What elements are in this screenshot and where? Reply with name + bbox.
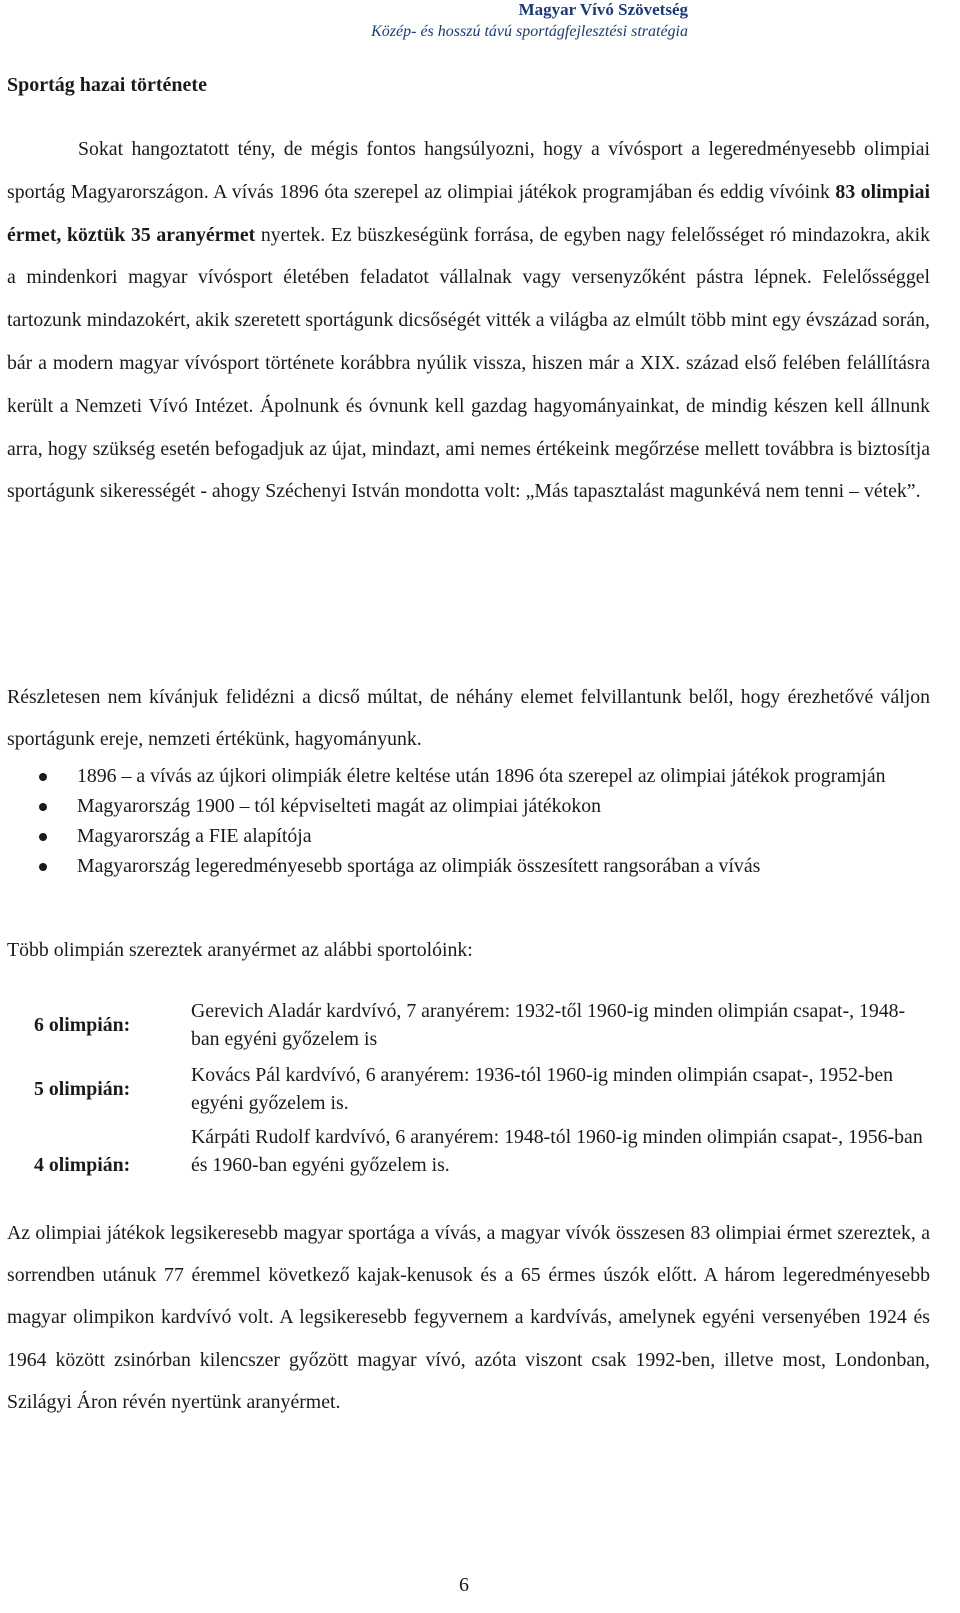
page-number: 6	[459, 1574, 469, 1596]
list-item-text: Magyarország legeredményesebb sportága az olimpiák összesített rangsorában a vívás	[77, 855, 761, 877]
medal-count-highlight: 83 olimpiai érmet, köztük 35 aranyérmet	[7, 180, 930, 246]
header-organization: Magyar Vívó Szövetség	[518, 0, 688, 19]
list-item-text: 1896 – a vívás az újkori olimpiák életre keltése után 1896 óta szerepel az olimpiai játékok programján	[77, 765, 886, 787]
closing-paragraph: Az olimpiai játékok legsikeresebb magyar sportága a vívás, a magyar vívók összesen 83 olimpiai érmet szereztek, a sorrendben utánuk 77 éremmel következő kajak-kenusok és a 65 érmes úszók előtt. A három legeredményesebb magyar olimpikon kardvívó volt. A legsikeresebb fegyvernem a kardvívás, amelynek egyéni versenyében 1924 és 1964 között zsinórban kilencszer győzött magyar vívó, azóta viszont csak 1992-ben, illetve most, Londonban, Szilágyi Áron révén nyertünk aranyérmet.	[7, 1222, 930, 1413]
section-title: Sportág hazai története	[7, 74, 207, 96]
champion-description: Gerevich Aladár kardvívó, 7 aranyérem: 1932-től 1960-ig minden olimpián csapat-, 1948-ban egyéni győzelem is	[191, 1000, 906, 1050]
list-item	[0, 853, 940, 880]
champions-intro: Több olimpián szereztek aranyérmet az alábbi sportolóink:	[7, 939, 473, 961]
bullet-icon	[39, 803, 47, 811]
list-item-text: Magyarország a FIE alapítója	[77, 825, 312, 847]
list-item	[0, 763, 940, 790]
history-bullet-list	[0, 763, 940, 883]
intro-text-part1: Sokat hangoztatott tény, de mégis fontos hangsúlyozni, hogy a vívósport a legeredményesebb olimpiai sportág Magyarországon. A vívás 1896 óta szerepel az olimpiai játékok programjában és eddig vívóink	[7, 138, 930, 203]
champion-label: 4 olimpián:	[34, 1154, 131, 1176]
second-paragraph: Részletesen nem kívánjuk felidézni a dicső múltat, de néhány elemet felvillantunk belől, hogy érezhetővé váljon sportágunk ereje, nemzeti értékünk, hagyományunk.	[7, 686, 930, 750]
intro-paragraph	[7, 128, 930, 513]
bullet-icon	[39, 863, 47, 871]
champion-description: Kovács Pál kardvívó, 6 aranyérem: 1936-tól 1960-ig minden olimpián csapat-, 1952-ben egyéni győzelem is.	[191, 1064, 894, 1114]
bullet-icon	[39, 773, 47, 781]
champion-label: 6 olimpián:	[34, 1014, 131, 1036]
champion-label: 5 olimpián:	[34, 1078, 131, 1100]
bullet-icon	[39, 833, 47, 841]
list-item	[0, 793, 940, 820]
list-item	[0, 823, 940, 850]
champion-description: Kárpáti Rudolf kardvívó, 6 aranyérem: 1948-tól 1960-ig minden olimpián csapat-, 1956-ban és 1960-ban egyéni győzelem is.	[191, 1126, 923, 1176]
header-subtitle: Közép- és hosszú távú sportágfejlesztési stratégia	[371, 23, 688, 40]
intro-text-part2: nyertek. Ez büszkeségünk forrása, de egyben nagy felelősséget ró mindazokra, akik a mindenkori magyar vívósport életében feladatot vállalnak vagy versenyzőként pástra lépnek. Felelősséggel tartozunk mindazokért, akik szeretett sportágunk dicsőségét vitték a világba az elmúlt több mint egy évszázad során, bár a modern magyar vívósport története korábbra nyúlik vissza, hiszen már a XIX. század első felében felállításra került a Nemzeti Vívó Intézet. Ápolnunk és óvnunk kell gazdag hagyományainkat, de mindig készen kell állnunk arra, hogy szükség esetén befogadjuk az újat, mindazt, ami nemes értékeink megőrzése mellett továbbra is biztosítja sportágunk sikerességét - ahogy Széchenyi István mondotta volt: „Más tapasztalást magunkévá nem tenni – vétek”.	[7, 223, 930, 503]
list-item-text: Magyarország 1900 – tól képviselteti magát az olimpiai játékokon	[77, 795, 602, 817]
